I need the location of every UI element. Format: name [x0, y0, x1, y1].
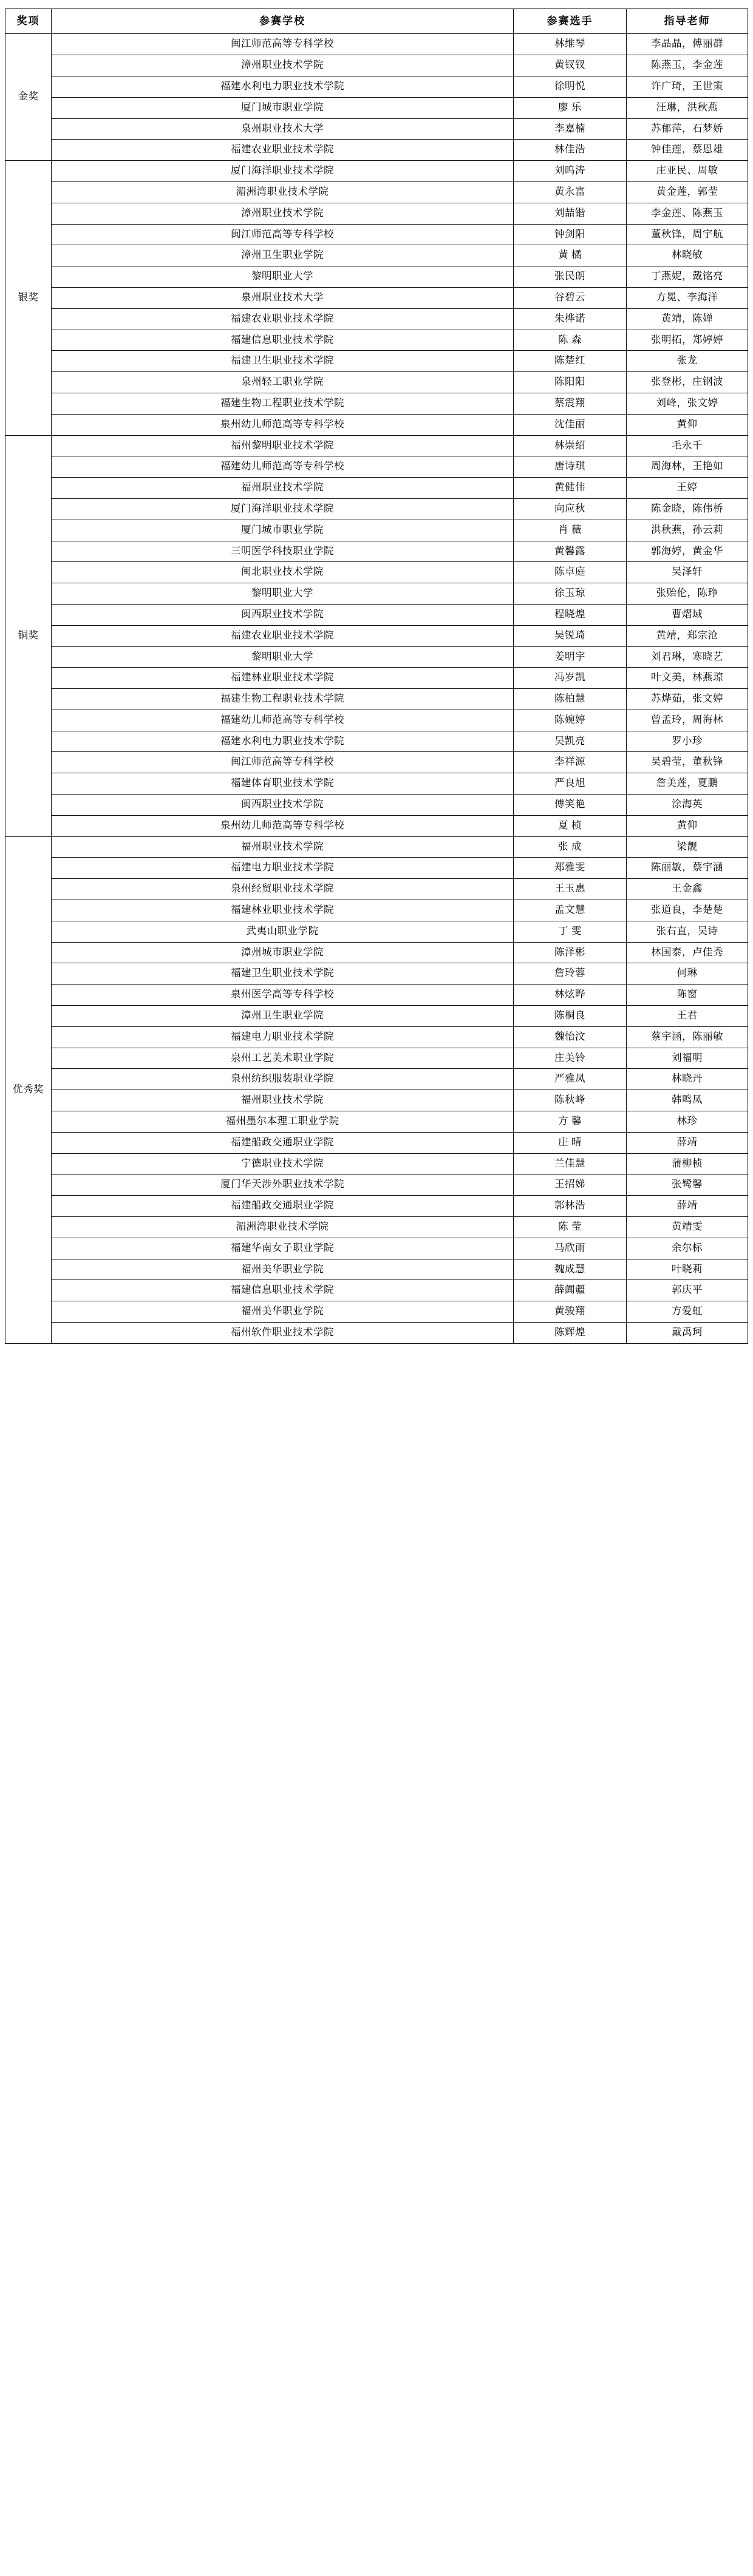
school-name: 福州职业技术学院	[52, 836, 514, 858]
school-name: 泉州经贸职业技术学院	[52, 879, 514, 900]
table-row	[5, 1196, 748, 1217]
table-row	[5, 76, 748, 97]
teacher-name: 梁靓	[627, 836, 748, 858]
school-name: 福建信息职业技术学院	[52, 1280, 514, 1301]
school-name: 泉州轻工职业学院	[52, 372, 514, 393]
school-name: 厦门海洋职业技术学院	[52, 161, 514, 182]
teacher-name: 张龙	[627, 351, 748, 372]
column-header-award: 奖项	[5, 9, 52, 34]
student-name: 唐诗琪	[514, 456, 627, 478]
award-group-label: 银奖	[5, 161, 52, 435]
table-row	[5, 921, 748, 942]
student-name: 向应秋	[514, 498, 627, 520]
table-row	[5, 245, 748, 266]
student-name: 吴凯亮	[514, 731, 627, 752]
student-name: 兰佳慧	[514, 1153, 627, 1174]
table-row	[5, 1069, 748, 1090]
student-name: 黄骏翔	[514, 1301, 627, 1323]
table-row	[5, 562, 748, 583]
teacher-name: 许广琦，王世策	[627, 76, 748, 97]
school-name: 福建林业职业技术学院	[52, 900, 514, 921]
table-row	[5, 1174, 748, 1196]
teacher-name: 董秋锋，周宇航	[627, 224, 748, 245]
school-name: 福建农业职业技术学院	[52, 625, 514, 646]
student-name: 姜明宇	[514, 646, 627, 668]
school-name: 泉州纺织服装职业学院	[52, 1069, 514, 1090]
school-name: 福建幼儿师范高等专科学校	[52, 710, 514, 731]
student-name: 蔡震翔	[514, 393, 627, 414]
table-row	[5, 1132, 748, 1153]
student-name: 陈楚红	[514, 351, 627, 372]
table-row	[5, 900, 748, 921]
school-name: 厦门城市职业学院	[52, 97, 514, 118]
table-row	[5, 710, 748, 731]
school-name: 福建船政交通职业学院	[52, 1132, 514, 1153]
school-name: 泉州幼儿师范高等专科学校	[52, 815, 514, 836]
teacher-name: 黄靖，陈婵	[627, 308, 748, 330]
school-name: 福建电力职业技术学院	[52, 858, 514, 879]
teacher-name: 王金鑫	[627, 879, 748, 900]
teacher-name: 丁燕妮，戴铭亮	[627, 266, 748, 288]
school-name: 闽西职业技术学院	[52, 795, 514, 816]
teacher-name: 郭庆平	[627, 1280, 748, 1301]
table-row	[5, 34, 748, 55]
teacher-name: 黄靖雯	[627, 1217, 748, 1238]
table-row	[5, 118, 748, 140]
table-row	[5, 414, 748, 435]
student-name: 钟剑阳	[514, 224, 627, 245]
school-name: 福建卫生职业技术学院	[52, 351, 514, 372]
student-name: 陈秋峰	[514, 1090, 627, 1111]
student-name: 严良旭	[514, 773, 627, 795]
teacher-name: 叶文美，林燕琼	[627, 668, 748, 689]
student-name: 徐玉琼	[514, 583, 627, 605]
student-name: 丁 雯	[514, 921, 627, 942]
teacher-name: 叶晓莉	[627, 1259, 748, 1280]
table-row	[5, 308, 748, 330]
school-name: 漳州职业技术学院	[52, 203, 514, 224]
table-row	[5, 1111, 748, 1133]
student-name: 夏 桢	[514, 815, 627, 836]
teacher-name: 张鹭馨	[627, 1174, 748, 1196]
teacher-name: 余尔标	[627, 1238, 748, 1259]
school-name: 福建农业职业技术学院	[52, 140, 514, 161]
award-group-label: 优秀奖	[5, 836, 52, 1343]
student-name: 黄馨露	[514, 541, 627, 562]
column-header-student: 参赛选手	[514, 9, 627, 34]
school-name: 漳州城市职业学院	[52, 942, 514, 963]
teacher-name: 李晶晶，傅丽群	[627, 34, 748, 55]
student-name: 李祥源	[514, 752, 627, 773]
teacher-name: 方冕、李海洋	[627, 287, 748, 308]
student-name: 廖 乐	[514, 97, 627, 118]
award-group-label: 金奖	[5, 34, 52, 161]
student-name: 肖 薇	[514, 520, 627, 541]
student-name: 傅笑艳	[514, 795, 627, 816]
award-table	[5, 8, 748, 1344]
student-name: 林崇绍	[514, 435, 627, 456]
table-row	[5, 604, 748, 625]
school-name: 泉州幼儿师范高等专科学校	[52, 414, 514, 435]
table-row	[5, 731, 748, 752]
school-name: 福州美华职业学院	[52, 1301, 514, 1323]
student-name: 张 成	[514, 836, 627, 858]
student-name: 徐明悦	[514, 76, 627, 97]
teacher-name: 王君	[627, 1006, 748, 1027]
school-name: 闽北职业技术学院	[52, 562, 514, 583]
table-header-row	[5, 9, 748, 34]
table-body	[5, 34, 748, 1343]
student-name: 魏成慧	[514, 1259, 627, 1280]
teacher-name: 李金莲、陈燕玉	[627, 203, 748, 224]
column-header-school: 参赛学校	[52, 9, 514, 34]
teacher-name: 蔡宇涵，陈丽敏	[627, 1026, 748, 1048]
school-name: 厦门华天涉外职业技术学院	[52, 1174, 514, 1196]
school-name: 福建体育职业技术学院	[52, 773, 514, 795]
school-name: 武夷山职业学院	[52, 921, 514, 942]
student-name: 陈 莹	[514, 1217, 627, 1238]
school-name: 湄洲湾职业技术学院	[52, 181, 514, 203]
table-row	[5, 1153, 748, 1174]
student-name: 王招娣	[514, 1174, 627, 1196]
student-name: 张民朗	[514, 266, 627, 288]
table-row	[5, 1217, 748, 1238]
table-row	[5, 1026, 748, 1048]
teacher-name: 黄金莲，郭莹	[627, 181, 748, 203]
student-name: 詹玲蓉	[514, 963, 627, 985]
table-row	[5, 1280, 748, 1301]
teacher-name: 周海林，王艳如	[627, 456, 748, 478]
table-row	[5, 520, 748, 541]
student-name: 黄 橘	[514, 245, 627, 266]
teacher-name: 张登彬，庄钢波	[627, 372, 748, 393]
table-row	[5, 985, 748, 1006]
school-name: 福州职业技术学院	[52, 478, 514, 499]
school-name: 闽江师范高等专科学校	[52, 224, 514, 245]
teacher-name: 张贻伦，陈琤	[627, 583, 748, 605]
teacher-name: 陈窗	[627, 985, 748, 1006]
teacher-name: 刘峰，张文婷	[627, 393, 748, 414]
teacher-name: 苏烨茹，张文婷	[627, 689, 748, 710]
table-row	[5, 879, 748, 900]
teacher-name: 张明拓，郑婷婷	[627, 330, 748, 351]
table-row	[5, 668, 748, 689]
table-row	[5, 646, 748, 668]
teacher-name: 何琳	[627, 963, 748, 985]
teacher-name: 苏郁萍，石梦娇	[627, 118, 748, 140]
teacher-name: 钟佳莲，蔡恩雄	[627, 140, 748, 161]
student-name: 方 馨	[514, 1111, 627, 1133]
teacher-name: 汪琳，洪秋燕	[627, 97, 748, 118]
student-name: 沈佳丽	[514, 414, 627, 435]
table-row	[5, 97, 748, 118]
table-row	[5, 815, 748, 836]
table-row	[5, 942, 748, 963]
table-row	[5, 203, 748, 224]
student-name: 魏怡汶	[514, 1026, 627, 1048]
school-name: 福建电力职业技术学院	[52, 1026, 514, 1048]
teacher-name: 詹美莲，夏鹏	[627, 773, 748, 795]
table-row	[5, 224, 748, 245]
table-row	[5, 1090, 748, 1111]
teacher-name: 黄仰	[627, 815, 748, 836]
student-name: 庄美铃	[514, 1048, 627, 1069]
school-name: 福州软件职业技术学院	[52, 1323, 514, 1344]
student-name: 陈辉煌	[514, 1323, 627, 1344]
teacher-name: 薛靖	[627, 1196, 748, 1217]
student-name: 郭林浩	[514, 1196, 627, 1217]
student-name: 李嘉楠	[514, 118, 627, 140]
table-row	[5, 583, 748, 605]
student-name: 林炫晔	[514, 985, 627, 1006]
student-name: 严雅凤	[514, 1069, 627, 1090]
school-name: 泉州医学高等专科学校	[52, 985, 514, 1006]
student-name: 陈卓庭	[514, 562, 627, 583]
student-name: 王玉惠	[514, 879, 627, 900]
teacher-name: 涂海英	[627, 795, 748, 816]
teacher-name: 方爱虹	[627, 1301, 748, 1323]
school-name: 福建船政交通职业学院	[52, 1196, 514, 1217]
student-name: 吴锐琦	[514, 625, 627, 646]
table-row	[5, 689, 748, 710]
school-name: 福建林业职业技术学院	[52, 668, 514, 689]
table-row	[5, 372, 748, 393]
teacher-name: 薛靖	[627, 1132, 748, 1153]
teacher-name: 林国泰，卢佳秀	[627, 942, 748, 963]
teacher-name: 张右直，吴诗	[627, 921, 748, 942]
student-name: 陈 森	[514, 330, 627, 351]
teacher-name: 黄仰	[627, 414, 748, 435]
table-row	[5, 393, 748, 414]
school-name: 黎明职业大学	[52, 266, 514, 288]
teacher-name: 林珍	[627, 1111, 748, 1133]
teacher-name: 王婷	[627, 478, 748, 499]
column-header-teacher: 指导老师	[627, 9, 748, 34]
student-name: 薛阗疆	[514, 1280, 627, 1301]
school-name: 福州黎明职业技术学院	[52, 435, 514, 456]
student-name: 林佳浩	[514, 140, 627, 161]
student-name: 黄永富	[514, 181, 627, 203]
student-name: 黄钗钗	[514, 55, 627, 76]
school-name: 福建农业职业技术学院	[52, 308, 514, 330]
table-row	[5, 795, 748, 816]
student-name: 陈泽彬	[514, 942, 627, 963]
table-row	[5, 1006, 748, 1027]
school-name: 福建生物工程职业技术学院	[52, 689, 514, 710]
school-name: 泉州职业技术大学	[52, 118, 514, 140]
table-row	[5, 836, 748, 858]
table-row	[5, 1048, 748, 1069]
teacher-name: 吴碧莹，董秋锋	[627, 752, 748, 773]
table-row	[5, 625, 748, 646]
teacher-name: 林晓敏	[627, 245, 748, 266]
student-name: 陈桐良	[514, 1006, 627, 1027]
table-row	[5, 1323, 748, 1344]
school-name: 福建水利电力职业技术学院	[52, 76, 514, 97]
student-name: 孟文慧	[514, 900, 627, 921]
teacher-name: 陈燕玉，李金莲	[627, 55, 748, 76]
school-name: 湄洲湾职业技术学院	[52, 1217, 514, 1238]
table-row	[5, 330, 748, 351]
student-name: 陈婉婷	[514, 710, 627, 731]
table-head	[5, 9, 748, 34]
table-row	[5, 773, 748, 795]
teacher-name: 罗小珍	[627, 731, 748, 752]
teacher-name: 曹熠域	[627, 604, 748, 625]
school-name: 闽西职业技术学院	[52, 604, 514, 625]
student-name: 陈柏慧	[514, 689, 627, 710]
table-row	[5, 498, 748, 520]
student-name: 郑雅雯	[514, 858, 627, 879]
student-name: 黄健伟	[514, 478, 627, 499]
school-name: 厦门城市职业学院	[52, 520, 514, 541]
teacher-name: 陈丽敏，蔡宇涵	[627, 858, 748, 879]
table-row	[5, 1259, 748, 1280]
student-name: 谷碧云	[514, 287, 627, 308]
student-name: 程晓煌	[514, 604, 627, 625]
table-row	[5, 435, 748, 456]
teacher-name: 黄靖，郑宗沧	[627, 625, 748, 646]
teacher-name: 林晓丹	[627, 1069, 748, 1090]
school-name: 福建华南女子职业学院	[52, 1238, 514, 1259]
table-row	[5, 963, 748, 985]
teacher-name: 洪秋燕，孙云莉	[627, 520, 748, 541]
table-row	[5, 1238, 748, 1259]
table-row	[5, 266, 748, 288]
table-row	[5, 541, 748, 562]
table-row	[5, 140, 748, 161]
table-row	[5, 858, 748, 879]
student-name: 朱桦诺	[514, 308, 627, 330]
student-name: 冯岁凯	[514, 668, 627, 689]
school-name: 福建水利电力职业技术学院	[52, 731, 514, 752]
school-name: 福州墨尔本理工职业学院	[52, 1111, 514, 1133]
teacher-name: 张道良，李楚楚	[627, 900, 748, 921]
school-name: 黎明职业大学	[52, 646, 514, 668]
teacher-name: 刘君琳，寒晓艺	[627, 646, 748, 668]
teacher-name: 刘福明	[627, 1048, 748, 1069]
table-row	[5, 287, 748, 308]
teacher-name: 曾孟玲，周海林	[627, 710, 748, 731]
school-name: 闽江师范高等专科学校	[52, 34, 514, 55]
school-name: 漳州卫生职业学院	[52, 1006, 514, 1027]
school-name: 泉州职业技术大学	[52, 287, 514, 308]
school-name: 福州职业技术学院	[52, 1090, 514, 1111]
teacher-name: 陈金晓，陈伟桥	[627, 498, 748, 520]
school-name: 厦门海洋职业技术学院	[52, 498, 514, 520]
table-row	[5, 752, 748, 773]
school-name: 黎明职业大学	[52, 583, 514, 605]
school-name: 漳州职业技术学院	[52, 55, 514, 76]
table-row	[5, 161, 748, 182]
teacher-name: 郭海婷，黄金华	[627, 541, 748, 562]
table-row	[5, 351, 748, 372]
teacher-name: 吴泽轩	[627, 562, 748, 583]
school-name: 三明医学科技职业学院	[52, 541, 514, 562]
table-row	[5, 478, 748, 499]
student-name: 刘喆锴	[514, 203, 627, 224]
table-row	[5, 55, 748, 76]
school-name: 福建信息职业技术学院	[52, 330, 514, 351]
school-name: 福建幼儿师范高等专科学校	[52, 456, 514, 478]
student-name: 马欣雨	[514, 1238, 627, 1259]
table-row	[5, 456, 748, 478]
table-row	[5, 181, 748, 203]
school-name: 闽江师范高等专科学校	[52, 752, 514, 773]
teacher-name: 庄亚民、周敏	[627, 161, 748, 182]
school-name: 福建卫生职业技术学院	[52, 963, 514, 985]
teacher-name: 韩鸣凤	[627, 1090, 748, 1111]
student-name: 林维琴	[514, 34, 627, 55]
school-name: 福州美华职业学院	[52, 1259, 514, 1280]
student-name: 刘呜涛	[514, 161, 627, 182]
table-row	[5, 1301, 748, 1323]
award-group-label: 铜奖	[5, 435, 52, 836]
school-name: 宁德职业技术学院	[52, 1153, 514, 1174]
student-name: 庄 晴	[514, 1132, 627, 1153]
teacher-name: 戴禹珂	[627, 1323, 748, 1344]
student-name: 陈阳阳	[514, 372, 627, 393]
school-name: 福建生物工程职业技术学院	[52, 393, 514, 414]
school-name: 泉州工艺美术职业学院	[52, 1048, 514, 1069]
school-name: 漳州卫生职业学院	[52, 245, 514, 266]
teacher-name: 毛永千	[627, 435, 748, 456]
teacher-name: 蒲柳桢	[627, 1153, 748, 1174]
